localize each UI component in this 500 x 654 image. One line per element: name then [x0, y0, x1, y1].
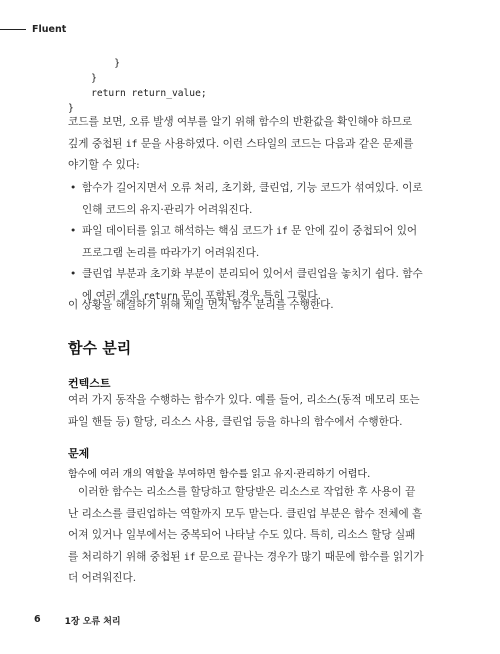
conclusion-line: 이 상황을 해결하기 위해 제일 먼저 함수 분리를 수행한다. — [68, 299, 334, 311]
running-title: Fluent — [32, 24, 67, 35]
problem-line: 난 리소스를 클린업하는 역할까지 모두 맡는다. 클린업 부분은 함수 전체에 흩 — [68, 507, 423, 520]
page-footer — [34, 614, 121, 627]
text-run: 파일 데이터를 읽고 해석하는 핵심 코드가 — [82, 225, 277, 237]
text-run: 를 처리하기 위해 중첩된 — [68, 550, 184, 563]
inline-code: return — [143, 290, 178, 302]
list-item-line: 함수가 길어지면서 오류 처리, 초기화, 클린업, 기능 코드가 섞여있다. 이로 — [82, 182, 423, 194]
inline-code: if — [125, 138, 138, 150]
text-run: 문으로 끝나는 경우가 많기 때문에 함수를 읽기가 — [195, 550, 424, 563]
list-item-line: 클린업 부분과 초기화 부분이 분리되어 있어서 클린업을 놓치기 쉽다. 함수 — [82, 268, 423, 280]
problem-heading: 문제 — [68, 447, 90, 460]
bullet-icon: • — [70, 182, 77, 194]
section-title: 함수 분리 — [68, 339, 132, 357]
context-line: 여러 가지 동작을 수행하는 함수가 있다. 예를 들어, 리소스(동적 메모리 또는 — [68, 394, 420, 406]
list-item-line — [82, 221, 438, 243]
list-item — [68, 221, 438, 264]
page-number: 6 — [34, 614, 41, 625]
context-line: 파일 핸들 등) 할당, 리소스 사용, 클린업 등을 하나의 함수에서 수행한다. — [68, 415, 403, 428]
intro-paragraph — [68, 112, 432, 177]
text-run: 깊게 중첩된 — [68, 137, 126, 150]
inline-code: if — [183, 551, 196, 563]
bullet-icon: • — [70, 225, 77, 237]
problem-paragraph — [68, 482, 432, 590]
code-line: } — [68, 58, 120, 69]
intro-line — [68, 134, 432, 156]
problem-list — [68, 178, 438, 307]
context-paragraph — [68, 390, 432, 433]
code-line: return return_value; — [68, 88, 207, 99]
list-item — [68, 178, 438, 221]
problem-line: 어져 있거나 일부에서는 중복되어 나타날 수도 있다. 특히, 리소스 할당 실패 — [68, 529, 416, 541]
text-run: 문을 사용하였다. 이런 스타일의 코드는 다음과 같은 문제를 — [137, 137, 414, 150]
bullet-icon: • — [70, 268, 77, 280]
chapter-title: 1장 오류 처리 — [64, 617, 121, 627]
intro-line: 코드를 보면, 오류 발생 여부를 알기 위해 함수의 반환값을 확인해야 하므로 — [68, 116, 413, 128]
code-line: } — [68, 103, 74, 114]
problem-line — [68, 547, 432, 569]
text-run: 에 여러 개의 — [82, 289, 144, 302]
code-block — [68, 56, 207, 116]
code-line: } — [68, 73, 97, 84]
running-header — [0, 24, 66, 35]
text-run: 문이 포함된 경우 특히 그렇다. — [177, 289, 321, 302]
inline-code: if — [276, 226, 288, 237]
list-item-line: 프로그램 논리를 따라가기 어려워진다. — [82, 246, 260, 259]
context-heading: 컨텍스트 — [68, 377, 111, 390]
header-rule — [0, 29, 26, 30]
problem-line: 이러한 함수는 리소스를 할당하고 할당받은 리소스로 작업한 후 사용이 끝 — [78, 486, 416, 498]
conclusion-paragraph — [68, 295, 432, 317]
problem-line: 더 어려워진다. — [68, 572, 137, 584]
problem-lead: 함수에 여러 개의 역할을 부여하면 함수를 읽고 유지·관리하기 어렵다. — [68, 469, 371, 480]
list-item-line: 인해 코드의 유지·관리가 어려워진다. — [82, 203, 253, 216]
text-run: 문 안에 깊이 중첩되어 있어 — [287, 225, 418, 237]
intro-line: 야기할 수 있다: — [68, 159, 140, 171]
